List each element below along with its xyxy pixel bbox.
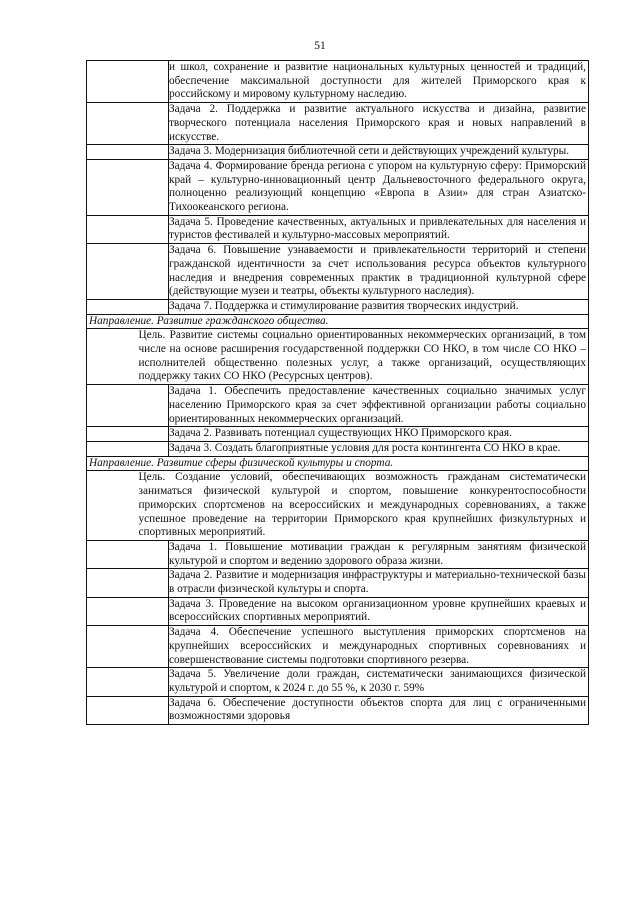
task-cell: Задача 4. Формирование бренда региона с упором на культурную сферу: Приморский край – культурно-инновационный центр Дальневосточного федерального округа, полноценно реализующий концепцию «Европа в Азии» для стран Азиатско-Тихоокеанского региона. <box>169 159 589 215</box>
task-cell: Задача 5. Увеличение доли граждан, систематически занимающихся физической культурой и спортом, к 2024 г. до 55 %, к 2030 г. 59% <box>169 668 589 696</box>
goal-text: Цель. Создание условий, обеспечивающих возможность гражданам систематически заниматься физической культурой и спортом, повышение конкурентоспособности приморских спортсменов на всероссийских и международных соревнованиях, а также успешное проведение на территории Приморского края крупнейших физкультурных и спортивных мероприятий. <box>138 471 586 539</box>
table-row <box>87 540 589 568</box>
table-row <box>87 441 589 456</box>
task-cell: Задача 2. Поддержка и развитие актуального искусства и дизайна, развитие творческого потенциала населения Приморского края и новых направлений в искусстве. <box>169 103 589 145</box>
table-row <box>87 385 589 427</box>
task-cell: Задача 1. Обеспечить предоставление качественных социально значимых услуг населению Приморского края за счет эффективной организации работы социально ориентированных некоммерческих организаций. <box>169 385 589 427</box>
task-cell: Задача 1. Повышение мотивации граждан к регулярным занятиям физической культурой и спортом и ведению здорового образа жизни. <box>169 540 589 568</box>
goal-cell <box>138 329 589 385</box>
table-row <box>87 569 589 597</box>
task-cell: Задача 7. Поддержка и стимулирование развития творческих индустрий. <box>169 299 589 314</box>
direction-heading: Направление. Развитие гражданского общества. <box>87 314 589 329</box>
direction-row <box>87 456 589 471</box>
task-cell: Задача 2. Развивать потенциал существующих НКО Приморского края. <box>169 427 589 442</box>
table-row <box>87 61 589 103</box>
table-row <box>87 626 589 668</box>
table-row <box>87 215 589 243</box>
task-cell: Задача 4. Обеспечение успешного выступления приморских спортсменов на крупнейших всероссийских и международных спортивных соревнованиях и совершенствование системы подготовки спортивного резерва. <box>169 626 589 668</box>
task-cell: Задача 5. Проведение качественных, актуальных и привлекательных для населения и туристов фестивалей и культурно-массовых мероприятий. <box>169 215 589 243</box>
task-cell: Задача 3. Проведение на высоком организационном уровне крупнейших краевых и всероссийских спортивных мероприятий. <box>169 597 589 625</box>
task-cell: Задача 6. Повышение узнаваемости и привлекательности территорий и степени гражданской идентичности за счет использования ресурса объектов культурного наследия и внедрения современных практик в традиционной культурной сфере (действующие музеи и театры, объекты культурного наследия). <box>169 244 589 300</box>
table-row <box>87 668 589 696</box>
table-row <box>87 299 589 314</box>
direction-heading: Направление. Развитие сферы физической культуры и спорта. <box>87 456 589 471</box>
task-cell: Задача 3. Модернизация библиотечной сети и действующих учреждений культуры. <box>169 145 589 160</box>
table-row <box>87 159 589 215</box>
task-cell: Задача 2. Развитие и модернизация инфраструктуры и материально-технической базы в отрасли физической культуры и спорта. <box>169 569 589 597</box>
direction-row <box>87 314 589 329</box>
goal-cell <box>138 471 589 541</box>
table-row <box>87 103 589 145</box>
task-cell: Задача 3. Создать благоприятные условия для роста контингента СО НКО в крае. <box>169 441 589 456</box>
task-cell: Задача 6. Обеспечение доступности объектов спорта для лиц с ограниченными возможностями здоровья <box>169 696 589 724</box>
table-row <box>87 597 589 625</box>
table-row <box>87 696 589 724</box>
strategy-table <box>86 60 589 725</box>
goal-row <box>87 329 589 385</box>
table-row <box>87 427 589 442</box>
table-row <box>87 244 589 300</box>
task-cell: и школ, сохранение и развитие национальных культурных ценностей и традиций, обеспечение максимальной доступности для жителей Приморского края к российскому и мировому культурному наследию. <box>169 61 589 103</box>
goal-text: Цель. Развитие системы социально ориентированных некоммерческих организаций, в том числе на основе расширения государственной поддержки СО НКО, в том числе СО НКО – исполнителей общественно полезных услуг, а также организаций, осуществляющих поддержку таких СО НКО (Ресурсных центров). <box>138 329 586 383</box>
page-number: 51 <box>314 40 326 52</box>
goal-row <box>87 471 589 541</box>
table-row <box>87 145 589 160</box>
